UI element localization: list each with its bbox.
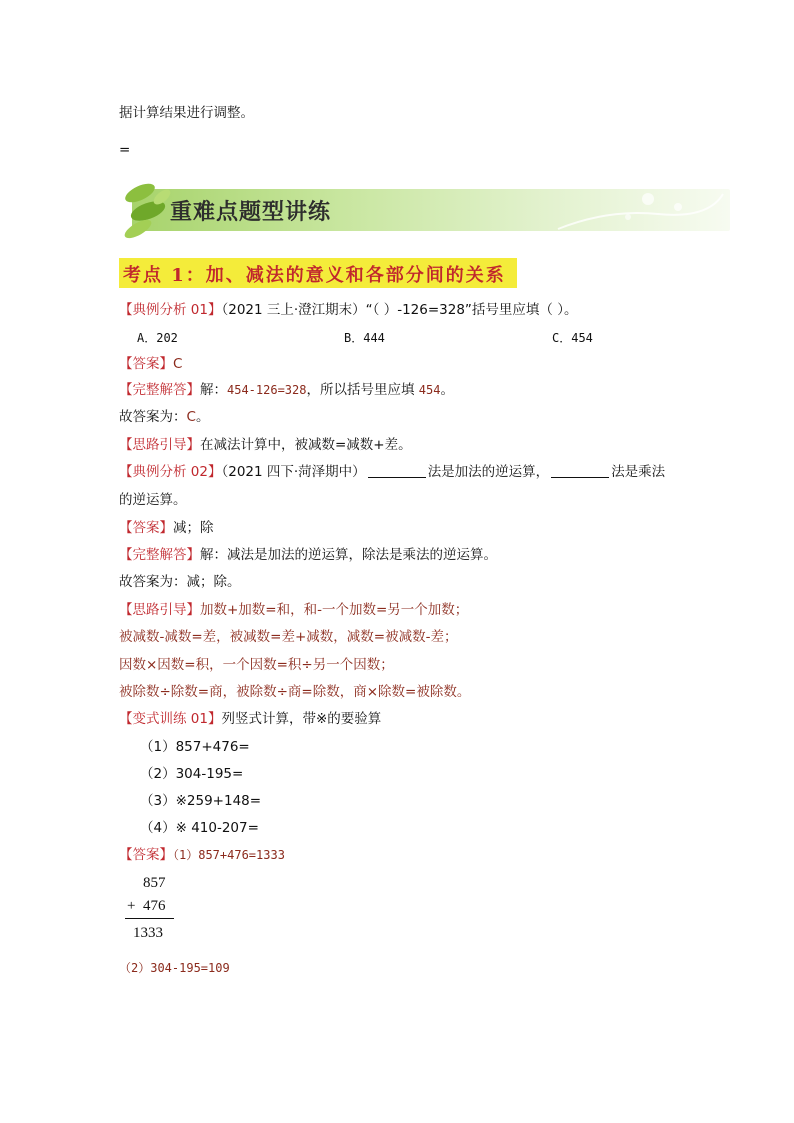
ex2-hint bbox=[119, 601, 468, 619]
ex1-answer-value: C bbox=[173, 356, 183, 372]
ex1-hint-tag: 【思路引导】 bbox=[119, 437, 200, 453]
ex2-question bbox=[119, 463, 665, 481]
ex3-question bbox=[119, 710, 381, 728]
ex3-prompt: 列竖式计算，带※的要验算 bbox=[221, 711, 382, 727]
ex2-answer-value: 减；除 bbox=[173, 520, 214, 536]
section-banner bbox=[118, 175, 730, 245]
ex2-tag: 【典例分析 02】 bbox=[119, 464, 222, 480]
ex3-item-3: （3）※259+148= bbox=[140, 793, 262, 809]
topic-heading bbox=[119, 258, 517, 288]
vertical-top-number: 857 bbox=[143, 875, 166, 891]
banner-title: 重难点题型讲练 bbox=[170, 200, 332, 225]
vertical-result: 1333 bbox=[133, 925, 163, 941]
ex2-final: 故答案为：减；除。 bbox=[119, 574, 241, 590]
ex3-answer-tag: 【答案】 bbox=[119, 847, 173, 863]
ex2-answer bbox=[119, 519, 214, 537]
ex1-source: （2021 三上·澄江期末）“（ ）-126=328”括号里应填（ ）。 bbox=[221, 302, 578, 318]
ex1-option-b: B．444 bbox=[344, 331, 385, 345]
ex3-item-2: （2）304-195= bbox=[140, 766, 244, 782]
floral-decoration-icon bbox=[548, 179, 728, 239]
ex1-answer-tag: 【答案】 bbox=[119, 356, 173, 372]
ex1-solution-prefix: 解： bbox=[200, 382, 227, 398]
ex1-final-value: C bbox=[186, 409, 196, 425]
ex1-question bbox=[119, 301, 577, 319]
ex1-answer bbox=[119, 355, 182, 373]
ex2-solution-tag: 【完整解答】 bbox=[119, 547, 200, 563]
ex1-final-end: 。 bbox=[195, 409, 210, 425]
ex1-final bbox=[119, 408, 209, 426]
ex2-text-b: 法是加法的逆运算， bbox=[427, 464, 550, 480]
ex2-hint-line-4: 被除数÷除数=商，被除数÷商=除数，商×除数=被除数。 bbox=[119, 684, 471, 700]
ex3-item-4: （4）※ 410-207= bbox=[140, 820, 259, 836]
ex2-question-cont: 的逆运算。 bbox=[119, 492, 187, 508]
ex2-blank-2[interactable] bbox=[551, 463, 609, 478]
equals-mark: = bbox=[119, 142, 131, 158]
ex1-hint-text: 在减法计算中，被减数=减数+差。 bbox=[200, 437, 412, 453]
ex1-solution-formula: 454-126=328 bbox=[227, 383, 307, 397]
vertical-sum-line bbox=[125, 918, 174, 919]
ex1-tag: 【典例分析 01】 bbox=[119, 302, 222, 318]
leaf-icon bbox=[118, 175, 178, 245]
ex1-solution-tag: 【完整解答】 bbox=[119, 382, 200, 398]
ex2-answer-tag: 【答案】 bbox=[119, 520, 173, 536]
ex1-solution-value: 454 bbox=[418, 383, 441, 397]
ex2-hint-line-1: 加数+加数=和，和-一个加数=另一个加数； bbox=[200, 602, 469, 618]
ex1-hint bbox=[119, 436, 412, 454]
ex1-solution-end: 。 bbox=[440, 382, 454, 398]
ex3-answer-1: （1）857+476=1333 bbox=[173, 848, 285, 862]
intro-line: 据计算结果进行调整。 bbox=[119, 105, 254, 121]
ex1-final-prefix: 故答案为： bbox=[119, 409, 187, 425]
ex2-source: （2021 四下·菏泽期中） bbox=[221, 464, 366, 480]
ex3-answer-2: （2）304-195=109 bbox=[119, 961, 230, 975]
ex3-item-1: （1）857+476= bbox=[140, 739, 250, 755]
ex2-text-c: 法是乘法 bbox=[611, 464, 666, 480]
ex2-hint-line-3: 因数×因数=积，一个因数=积÷另一个因数； bbox=[119, 657, 394, 673]
vertical-operator: + bbox=[127, 898, 136, 914]
ex1-solution-mid: ，所以括号里应填 bbox=[306, 382, 419, 398]
ex2-hint-tag: 【思路引导】 bbox=[119, 602, 200, 618]
ex2-blank-1[interactable] bbox=[368, 463, 426, 478]
ex2-solution-text: 解：减法是加法的逆运算，除法是乘法的逆运算。 bbox=[200, 547, 497, 563]
topic-title: 考点 1：加、减法的意义和各部分间的关系 bbox=[123, 265, 506, 286]
vertical-second-number: 476 bbox=[143, 898, 166, 914]
ex1-option-a: A．202 bbox=[137, 331, 178, 345]
ex1-solution bbox=[119, 381, 454, 399]
ex3-answer bbox=[119, 846, 285, 864]
ex3-tag: 【变式训练 01】 bbox=[119, 711, 222, 727]
ex1-option-c: C．454 bbox=[552, 331, 593, 345]
ex2-solution bbox=[119, 546, 497, 564]
ex2-hint-line-2: 被减数-减数=差，被减数=差+减数，减数=被减数-差； bbox=[119, 629, 458, 645]
